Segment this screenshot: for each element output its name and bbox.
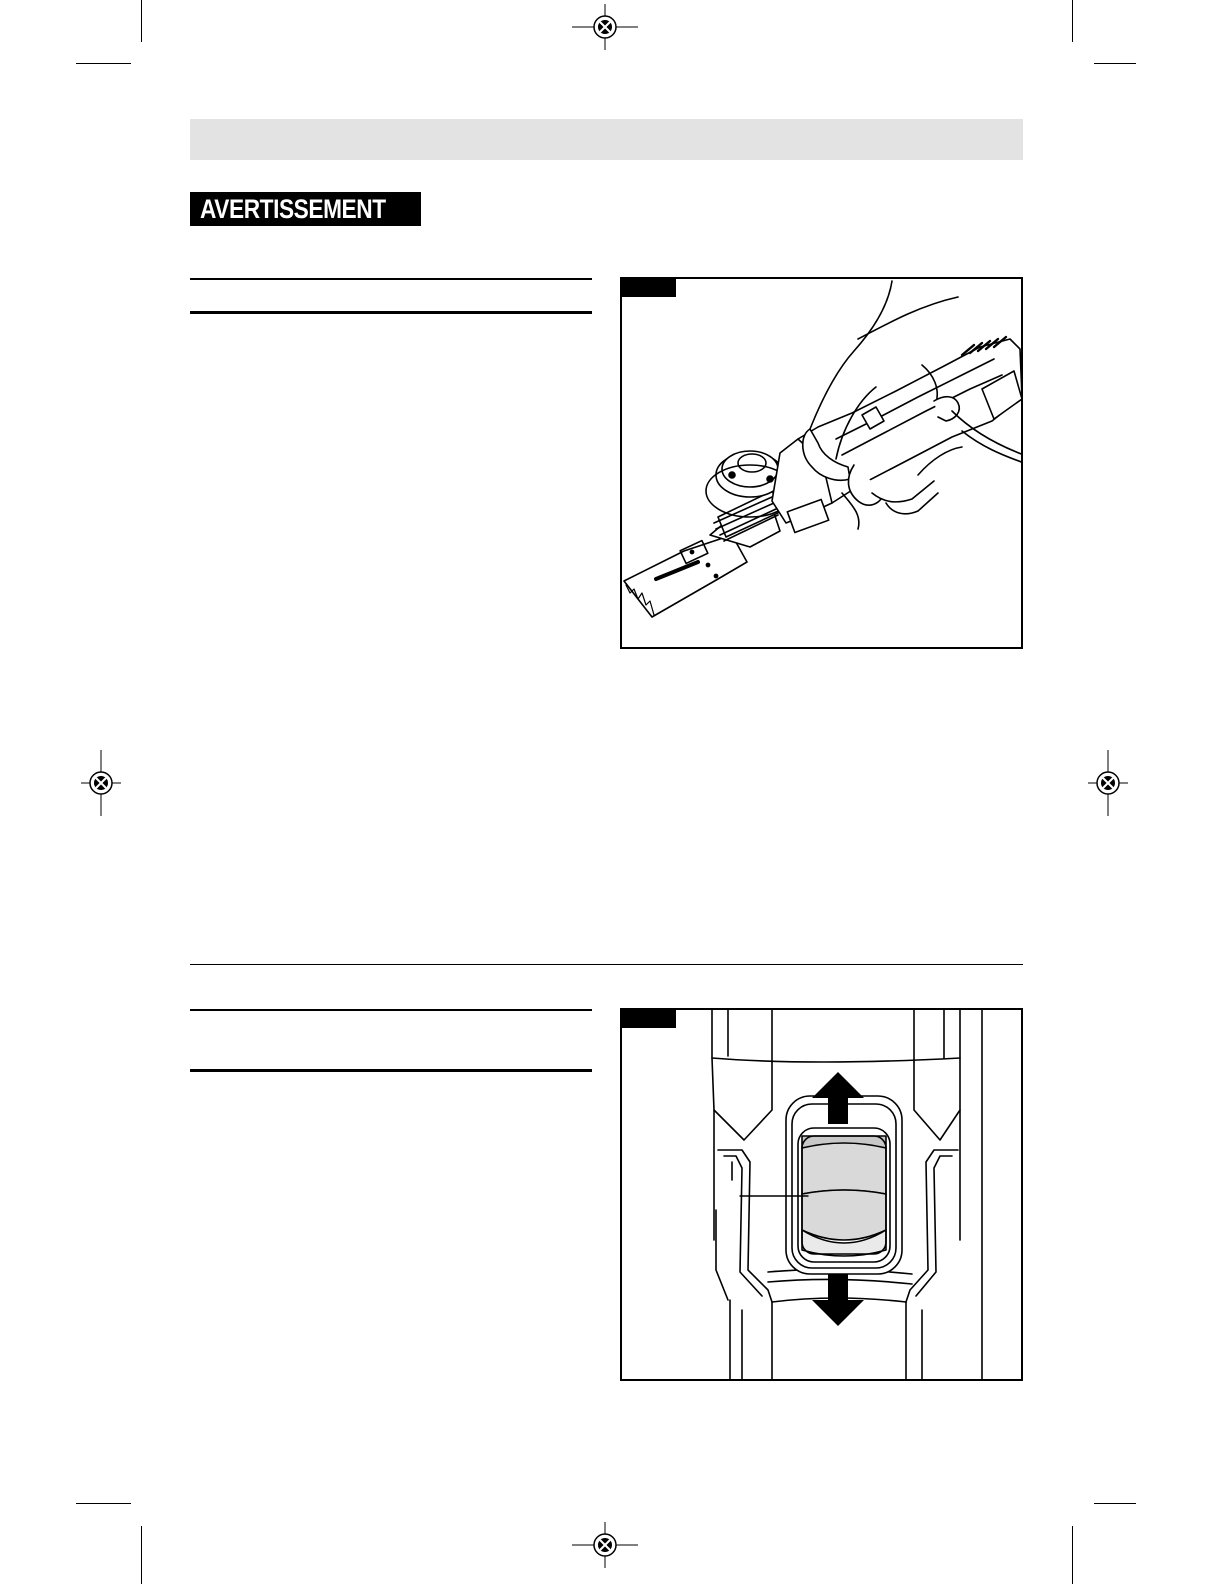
section-header-band (190, 119, 1023, 160)
arrow-down-icon (810, 1272, 866, 1328)
crop-mark-bottom-left-horizontal (76, 1503, 131, 1504)
speed-dial-figure (620, 1008, 1023, 1381)
multi-tool-illustration (622, 279, 1023, 649)
crop-mark-top-right-vertical (1072, 0, 1073, 42)
tool-grip-figure (620, 277, 1023, 649)
section-rule-bottom (190, 311, 592, 314)
registration-mark-icon (572, 4, 638, 50)
section-rule-bottom (190, 1069, 592, 1072)
section-rule-top (190, 1009, 592, 1011)
section-divider (190, 964, 1023, 965)
crop-mark-bottom-right-horizontal (1094, 1503, 1136, 1504)
crop-mark-bottom-left-vertical (141, 1526, 142, 1584)
warning-badge (190, 192, 421, 226)
arrow-up-icon (810, 1070, 866, 1126)
crop-mark-top-left-horizontal (76, 63, 131, 64)
registration-mark-icon (572, 1522, 638, 1568)
warning-label: AVERTISSEMENT (200, 193, 386, 224)
crop-mark-bottom-right-vertical (1072, 1526, 1073, 1584)
crop-mark-top-left-vertical (141, 0, 142, 42)
crop-mark-top-right-horizontal (1094, 63, 1136, 64)
registration-mark-icon (1088, 750, 1128, 816)
registration-mark-icon (81, 750, 121, 816)
section-rule-top (190, 278, 592, 280)
